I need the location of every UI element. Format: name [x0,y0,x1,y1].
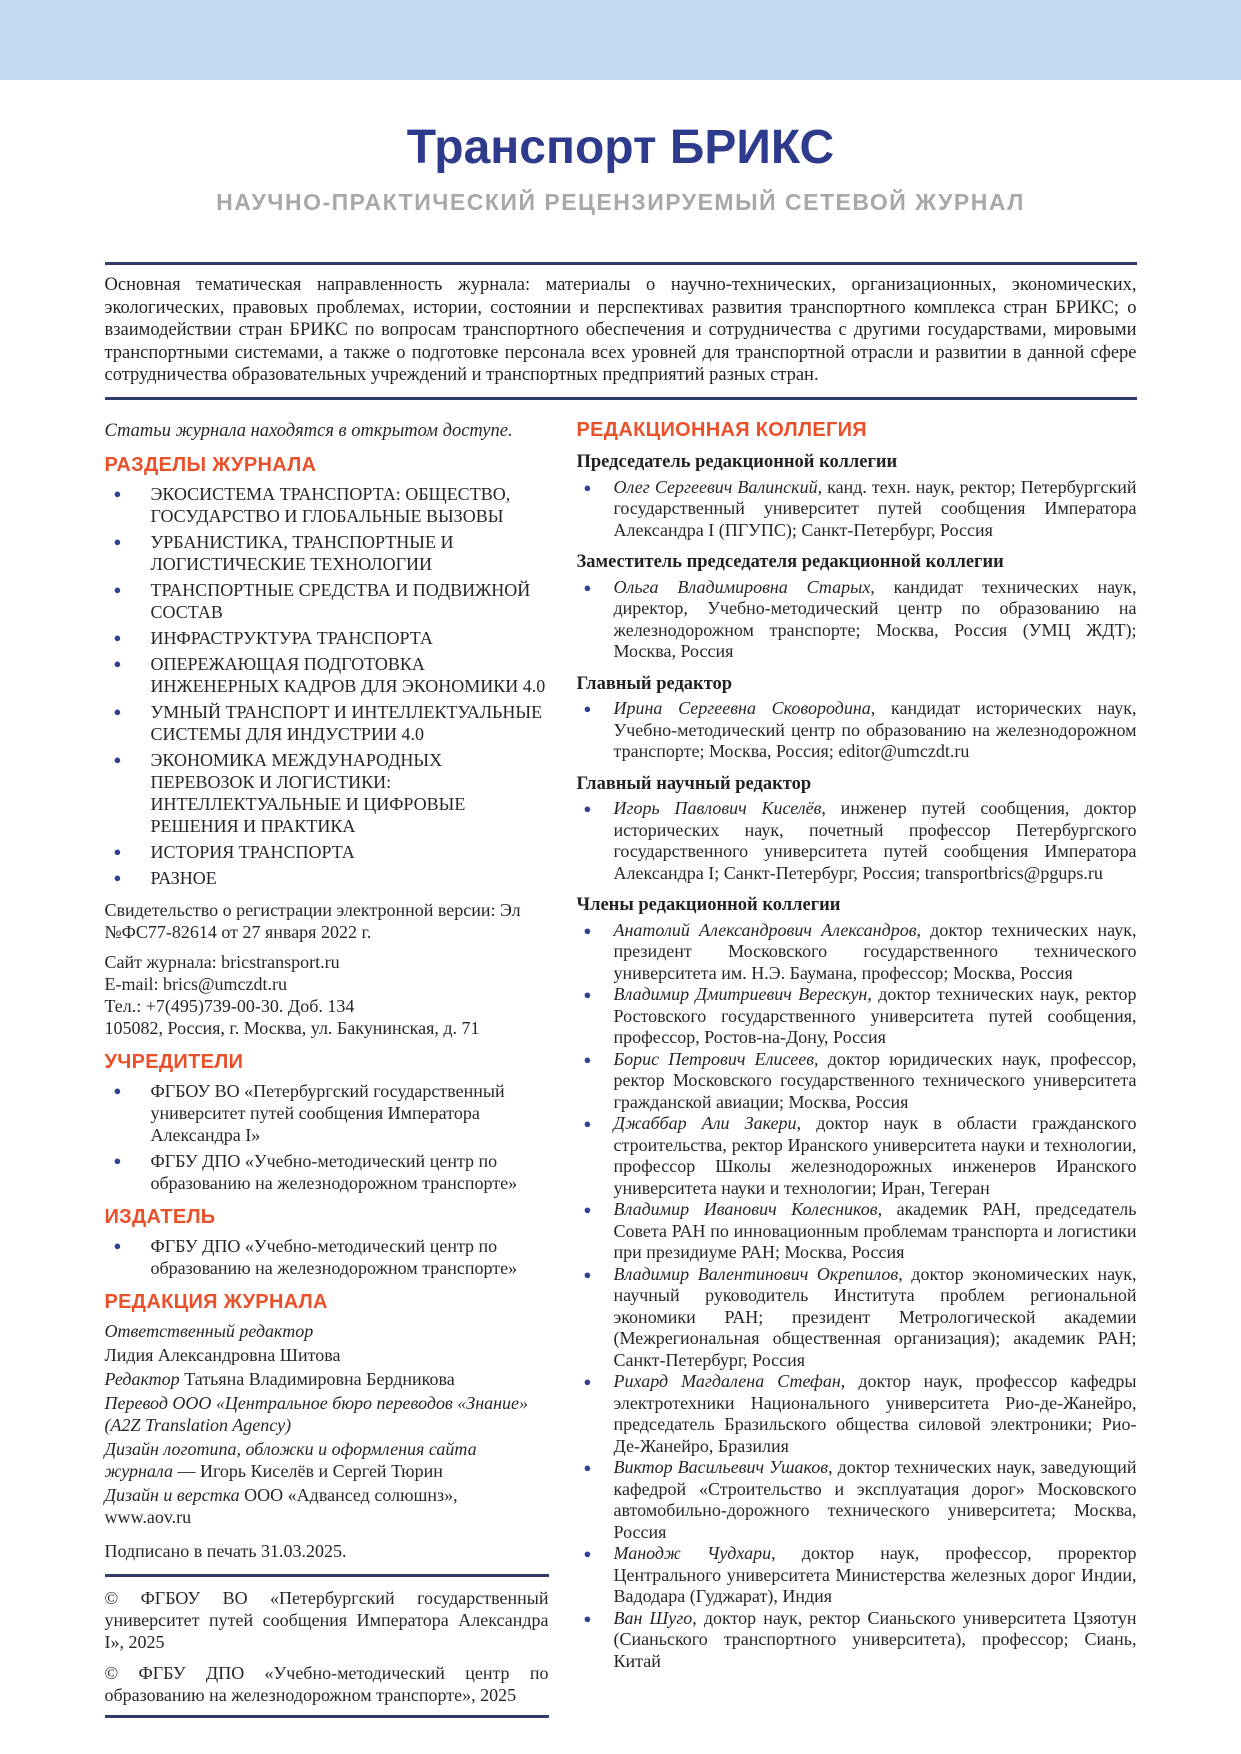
staff-text: ООО «Адвансед солюшнз», www.aov.ru [104,1484,458,1527]
member-desc: , кандидат технических наук, директор, Учебно-методический центр по образованию на железнодорожном транспорте; Москва, Россия (УМЦ ЖДТ); Москва, Россия [613,576,1137,661]
founder-item-label: ФГБУ ДПО «Учебно-методический центр по образованию на железнодорожном транспорте» [150,1150,518,1193]
founder-item [105,1150,549,1194]
staff-role: Дизайн логотипа, обложки и оформления сайта журнала [104,1438,477,1481]
section-item [105,749,549,837]
section-item [105,627,549,649]
right-column [577,420,1137,1718]
member-name: Виктор Васильевич Ушаков [613,1457,829,1477]
staff-role: Редактор [104,1368,180,1389]
member-desc: , доктор юридических наук, профессор, ректор Московского государственного технического университета гражданской авиации; Москва, Россия [613,1048,1137,1112]
bullet-icon: ● [583,922,592,938]
section-item-label: ЭКОСИСТЕМА ТРАНСПОРТА: ОБЩЕСТВО, ГОСУДАРСТВО И ГЛОБАЛЬНЫЕ ВЫЗОВЫ [150,483,511,526]
section-item-label: ТРАНСПОРТНЫЕ СРЕДСТВА И ПОДВИЖНОЙ СОСТАВ [150,579,531,622]
board-member-item [577,1457,1137,1543]
bullet-icon: ● [113,533,122,549]
member-name: Ирина Сергеевна Сковородина [613,698,871,718]
staff-line [105,1368,549,1390]
copyright-block [105,1587,549,1706]
member-name: Владимир Иванович Колесников [613,1199,878,1219]
staff-text: Лидия Александровна Шитова [104,1344,341,1365]
section-item-label: ЭКОНОМИКА МЕЖДУНАРОДНЫХ ПЕРЕВОЗОК И ЛОГИСТИКИ: ИНТЕЛЛЕКТУАЛЬНЫЕ И ЦИФРОВЫЕ РЕШЕНИЯ И ПРАКТИКА [150,749,466,836]
member-desc: , доктор наук в области гражданского строительства, ректор Иранского университета науки и технологии, профессор Школы железнодорожных инженеров Иранского университета науки и технологии; Иран, Тегеран [613,1113,1137,1198]
bullet-icon: ● [113,581,122,597]
member-name: Джаббар Али Закери [613,1113,797,1133]
staff-line [105,1484,549,1528]
board-member-item [577,984,1137,1049]
member-desc: , доктор технических наук, президент Московского государственного технического университета им. Н.Э. Баумана, профессор; Москва, Россия [613,919,1137,983]
staff-role: Ответственный редактор [104,1320,314,1341]
board-member-item [577,1264,1137,1372]
bullet-icon: ● [113,1237,122,1253]
page-content [105,262,1137,1718]
group-title-science-editor: Главный научный редактор [576,773,812,794]
member-name: Анатолий Александрович Александров [613,919,917,940]
section-item-label: УРБАНИСТИКА, ТРАНСПОРТНЫЕ И ЛОГИСТИЧЕСКИЕ ТЕХНОЛОГИИ [150,531,454,574]
member-name: Манодж Чудхари [613,1543,772,1563]
section-item [105,867,549,889]
section-item [105,701,549,745]
bullet-icon: ● [583,1051,592,1067]
bullet-icon: ● [583,579,592,595]
divider-header [105,397,1137,400]
bullet-icon: ● [583,479,592,495]
bullet-icon: ● [113,751,122,767]
copyright-note: © ФГБУ ДПО «Учебно-методический центр по образованию на железнодорожном транспорте», 2025 [104,1662,549,1705]
member-name: Рихард Магдалена Стефан [613,1371,841,1391]
editorial-board-heading: РЕДАКЦИОННАЯ КОЛЛЕГИЯ [576,418,867,441]
member-name: Ольга Владимировна Старых [613,576,871,597]
board-members-list [577,920,1137,1673]
signed-date: Подписано в печать 31.03.2025. [104,1540,347,1561]
bullet-icon: ● [583,1202,592,1217]
group-title-chairman: Председатель редакционной коллегии [576,452,898,472]
member-desc: , доктор технических наук, ректор Ростовского государственного университета путей сообщения, профессор, Ростов-на-Дону, Россия [613,984,1137,1047]
contact-line: 105082, Россия, г. Москва, ул. Бакунинская, д. 71 [104,1017,480,1038]
member-desc: , доктор наук, профессор кафедры электротехники Национального университета Рио-де-Жанейро, председатель Бразильского общества силовой электроники; Рио-Де-Жанейро, Бразилия [613,1371,1137,1456]
board-member-item [577,1608,1137,1673]
journal-title: Транспорт БРИКС [406,121,835,174]
founders-heading: УЧРЕДИТЕЛИ [104,1050,244,1073]
editorial-office-heading: РЕДАКЦИЯ ЖУРНАЛА [104,1290,328,1313]
group-title-deputy: Заместитель председателя редакционной коллегии [576,552,1004,572]
contact-line: E-mail: brics@umczdt.ru [104,973,288,994]
bullet-icon: ● [113,1082,122,1098]
chief-editor-list [577,698,1137,763]
publisher-heading: ИЗДАТЕЛЬ [104,1205,216,1228]
staff-text: — Игорь Киселёв и Сергей Тюрин [173,1460,443,1481]
divider-left [105,1574,549,1577]
board-member-item [577,1113,1137,1199]
section-item-label: УМНЫЙ ТРАНСПОРТ И ИНТЕЛЛЕКТУАЛЬНЫЕ СИСТЕМЫ ДЛЯ ИНДУСТРИИ 4.0 [150,701,543,744]
left-column [105,420,549,1718]
member-desc: , кандидат исторических наук, Учебно-методический центр по образованию на железнодорожном транспорте; Москва, Россия; editor@umczdt.ru [613,698,1137,761]
staff-block [105,1320,549,1528]
top-banner [0,0,1241,80]
staff-text: Татьяна Владимировна Бердникова [179,1368,455,1389]
section-item [105,531,549,575]
section-item-label: ИНФРАСТРУКТУРА ТРАНСПОРТА [150,627,433,648]
board-member-item [577,477,1137,542]
staff-role: Перевод ООО «Центральное бюро переводов «Знание» (A2Z Translation Agency) [104,1392,529,1435]
member-desc: , доктор наук, профессор, проректор Центрального университета Министерства железных дорог Индии, Вадодара (Гуджарат), Индия [613,1543,1137,1606]
divider-left-bottom [105,1715,549,1718]
group-title-chief-editor: Главный редактор [576,673,733,694]
deputy-list [577,577,1137,663]
group-title-board-members: Члены редакционной коллегии [576,895,841,915]
publisher-list [105,1235,549,1279]
board-member-item [577,1199,1137,1264]
bullet-icon: ● [113,485,122,501]
board-member-item [577,577,1137,663]
bullet-icon: ● [583,1266,592,1282]
founder-item [105,1080,549,1146]
science-editor-list [577,798,1137,884]
sections-heading: РАЗДЕЛЫ ЖУРНАЛА [104,453,317,476]
bullet-icon: ● [113,869,122,885]
registration-note: Свидетельство о регистрации электронной версии: Эл №ФС77-82614 от 27 января 2022 г. [104,899,521,942]
bullet-icon: ● [113,703,122,719]
bullet-icon: ● [583,1116,592,1131]
board-member-item [577,698,1137,763]
staff-line [105,1438,549,1482]
staff-role: Дизайн и верстка [104,1484,240,1505]
member-name: Борис Петрович Елисеев [613,1048,815,1069]
member-desc: , канд. техн. наук, ректор; Петербургский государственный университет путей сообщения Императора Александра I (ПГУПС); Санкт-Петербург, Россия [613,476,1137,540]
staff-line [105,1392,549,1436]
bullet-icon: ● [113,655,122,671]
founders-list [105,1080,549,1194]
member-desc: , доктор экономических наук, научный руководитель Института проблем региональной экономики РАН; президент Метрологической академии (Межрегиональная общественная организация); академик РАН; Санкт-Петербург, Россия [613,1263,1137,1370]
bullet-icon: ● [583,1374,592,1389]
member-name: Игорь Павлович Киселёв [613,798,822,818]
member-name: Владимир Дмитриевич Верескун [613,984,868,1004]
bullet-icon: ● [113,843,122,859]
member-desc: , академик РАН, председатель Совета РАН по инновационным проблемам транспорта и логистики при президиуме РАН; Москва, Россия [613,1199,1137,1262]
bullet-icon: ● [583,1460,592,1475]
section-item-label: РАЗНОЕ [150,867,217,888]
contact-line: Сайт журнала: bricstransport.ru [104,951,340,972]
section-item [105,653,549,697]
bullet-icon: ● [113,629,122,645]
contacts-block [105,951,549,1039]
section-item [105,841,549,863]
bullet-icon: ● [583,701,592,716]
section-item [105,579,549,623]
publisher-item-label: ФГБУ ДПО «Учебно-методический центр по образованию на железнодорожном транспорте» [150,1235,518,1278]
section-item-label: ИСТОРИЯ ТРАНСПОРТА [150,841,355,862]
publisher-item [105,1235,549,1279]
bullet-icon: ● [113,1152,122,1168]
chairman-list [577,477,1137,542]
journal-subtitle: НАУЧНО-ПРАКТИЧЕСКИЙ РЕЦЕНЗИРУЕМЫЙ СЕТЕВОЙ ЖУРНАЛ [216,189,1025,215]
sections-list [105,483,549,889]
staff-line [105,1344,549,1366]
founder-item-label: ФГБОУ ВО «Петербургский государственный университет путей сообщения Императора Александра I» [150,1080,505,1145]
board-member-item [577,920,1137,985]
divider-top [105,262,1137,265]
open-access-note: Статьи журнала находятся в открытом доступе. [104,420,513,441]
member-name: Ван Шуго [613,1607,693,1628]
journal-scope: Основная тематическая направленность журнала: материалы о научно-технических, организационных, экономических, экологических, правовых проблемах, истории, состоянии и перспективах развития транспортного комплекса стран БРИКС; о взаимодействии стран БРИКС по вопросам транспортного обеспечения и сотрудничества с другими государствами, мировыми транспортными системами, а также о подготовке персонала всех уровней для транспортной отрасли и развитии в данной сфере сотрудничества образовательных учреждений и транспортных предприятий разных стран. [104,275,1137,385]
copyright-note: © ФГБОУ ВО «Петербургский государственный университет путей сообщения Императора Александра I», 2025 [104,1587,549,1652]
board-member-item [577,798,1137,884]
member-name: Владимир Валентинович Окрепилов [613,1263,899,1284]
section-item [105,483,549,527]
section-item-label: ОПЕРЕЖАЮЩАЯ ПОДГОТОВКА ИНЖЕНЕРНЫХ КАДРОВ ДЛЯ ЭКОНОМИКИ 4.0 [150,653,546,696]
staff-line [105,1320,549,1342]
bullet-icon: ● [583,801,592,816]
bullet-icon: ● [583,987,592,1002]
board-member-item [577,1543,1137,1608]
member-name: Олег Сергеевич Валинский [613,476,818,497]
member-desc: , доктор наук, ректор Сианьского университета Цзяотун (Сианьского транспортного университета), профессор; Сиань, Китай [613,1607,1137,1671]
board-member-item [577,1049,1137,1114]
bullet-icon: ● [583,1610,592,1626]
member-desc: , инженер путей сообщения, доктор исторических наук, почетный профессор Петербургского государственного университета путей сообщения Императора Александра I; Санкт-Петербург, Россия; transportbrics@pgups.ru [613,798,1137,883]
member-desc: , доктор технических наук, заведующий кафедрой «Строительство и эксплуатация дорог» Московского автомобильно-дорожного технического университета; Москва, Россия [613,1457,1137,1542]
bullet-icon: ● [583,1546,592,1561]
board-member-item [577,1371,1137,1457]
contact-line: Тел.: +7(495)739-00-30. Доб. 134 [104,995,355,1016]
